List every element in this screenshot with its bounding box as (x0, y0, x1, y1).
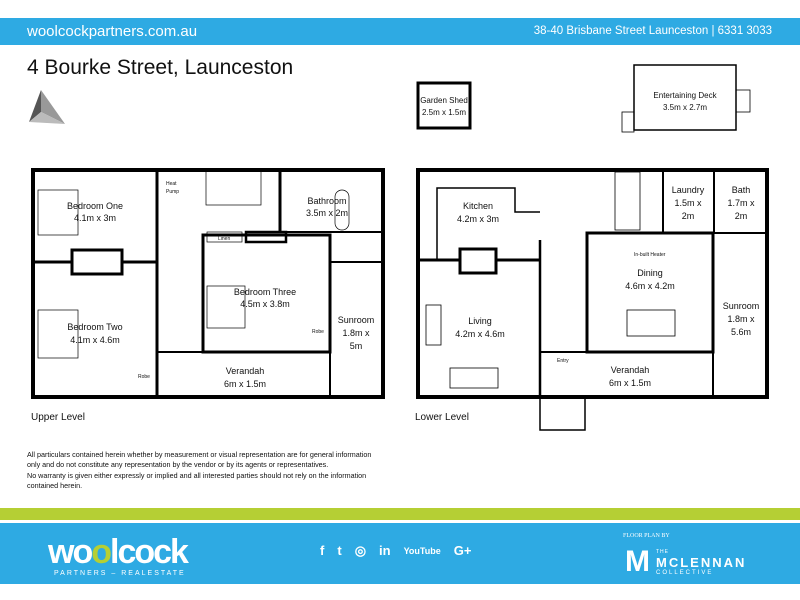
entry-label: Entry (557, 358, 569, 364)
logo-text: o (91, 533, 110, 571)
lower-level-plan (415, 170, 767, 430)
room-name: Kitchen (462, 201, 494, 211)
twitter-icon[interactable]: t (337, 543, 342, 558)
robe-label: Robe (138, 374, 150, 380)
room-size: 1.5m x (674, 198, 702, 208)
website-link[interactable]: woolcockpartners.com.au (27, 23, 198, 40)
disclaimer-text: All particulars contained herein whether by measurement or visual representation are for general information only and do not constitute any representation by the vendor or by its agents or representatives. (27, 450, 372, 469)
room-size: 1.8m x (342, 328, 370, 338)
room-name: Bedroom Two (67, 322, 123, 332)
room-size: 6m x 1.5m (608, 378, 652, 388)
heater-label: In-built Heater (634, 252, 666, 258)
page-title: 4 Bourke Street, Launceston (27, 56, 294, 79)
room-size: 3.5m x 2m (305, 208, 349, 218)
room-size: 4.5m x 3.8m (240, 299, 290, 309)
room-name: Sunroom (722, 301, 760, 311)
upper-level-label: Upper Level (31, 412, 85, 423)
floor-plan-by-label: FLOOR PLAN BY (623, 533, 670, 539)
disclaimer-text: No warranty is given either expressly or implied and all interested parties should not rely on the information contained herein. (27, 471, 367, 490)
garden-shed (418, 83, 470, 128)
room-name: Entertaining Deck (653, 91, 717, 100)
social-links (320, 543, 471, 559)
logo-text: THE (656, 548, 669, 555)
room-name: Garden Shed (420, 96, 468, 105)
upper-level-plan (31, 170, 383, 423)
heat-pump-label: Heat (166, 181, 177, 187)
facebook-icon[interactable]: f (320, 543, 325, 558)
room-size: 4.1m x 4.6m (70, 335, 120, 345)
room-size: 4.2m x 4.6m (455, 329, 505, 339)
logo-subtitle: PARTNERS – REALESTATE (54, 570, 186, 577)
room-name: Laundry (671, 185, 705, 195)
disclaimer (27, 450, 372, 492)
green-divider (0, 508, 800, 520)
mclennan-mark-icon: M (625, 545, 650, 578)
room-name: Bathroom (307, 196, 347, 206)
mclennan-logo (625, 547, 746, 577)
linkedin-icon[interactable]: in (379, 543, 391, 558)
google-plus-icon[interactable]: G+ (453, 543, 472, 558)
room-name: Verandah (225, 366, 265, 376)
logo-text: wo (48, 533, 92, 571)
room-size: 5.6m (730, 327, 752, 337)
lower-level-label: Lower Level (415, 412, 469, 423)
room-name: Living (468, 316, 492, 326)
footer (0, 523, 800, 584)
room-name: Dining (637, 268, 663, 278)
room-size: 2m (681, 211, 695, 221)
office-address: 38-40 Brisbane Street Launceston | 6331 3033 (533, 25, 772, 37)
room-name: Bath (731, 185, 751, 195)
room-size: 2m (734, 211, 748, 221)
instagram-icon[interactable]: ◎ (354, 543, 367, 558)
room-size: 4.2m x 3m (456, 214, 500, 224)
linen-label: Linen (218, 236, 231, 242)
room-size: 4.1m x 3m (73, 213, 117, 223)
logo-text: COLLECTIVE (656, 569, 714, 576)
robe-label: Robe (312, 329, 324, 335)
room-name: Bedroom Three (233, 287, 297, 297)
room-size: 2.5m x 1.5m (421, 108, 467, 117)
woolcock-logo (48, 533, 187, 572)
room-size: 1.8m x (727, 314, 755, 324)
room-size: 3.5m x 2.7m (662, 103, 708, 112)
room-name: Sunroom (337, 315, 375, 325)
room-name: Verandah (610, 365, 650, 375)
room-size: 1.7m x (727, 198, 755, 208)
room-size: 4.6m x 4.2m (625, 281, 675, 291)
logo-text: lcock (110, 533, 187, 571)
room-size: 6m x 1.5m (223, 379, 267, 389)
room-size: 5m (349, 341, 363, 351)
entertaining-deck (622, 65, 750, 132)
youtube-icon[interactable]: YouTube (403, 546, 441, 556)
room-name: Bedroom One (66, 201, 124, 211)
logo-text: MCLENNAN (656, 554, 747, 570)
heat-pump-label: Pump (166, 189, 180, 195)
